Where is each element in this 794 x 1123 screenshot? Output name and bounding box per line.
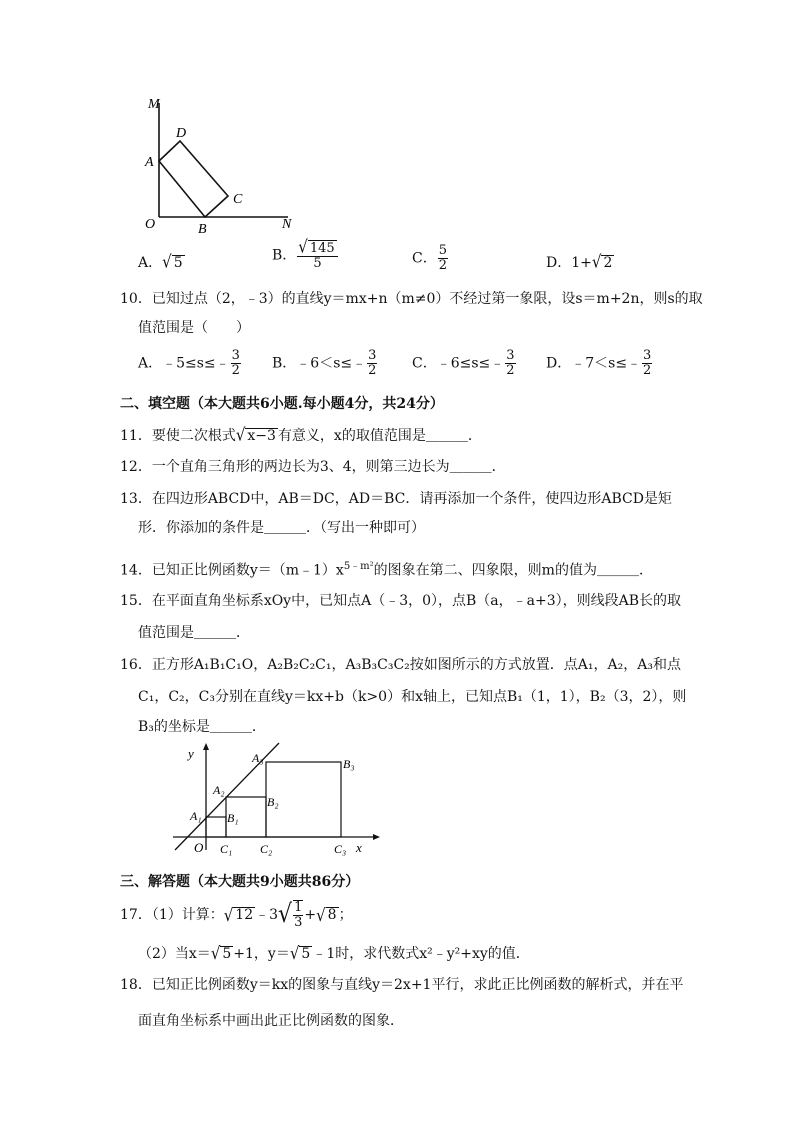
rectangle-figure: [140, 95, 300, 235]
label-B: B: [198, 222, 207, 235]
q18-line1: 18．已知正比例函数y＝kx的图象与直线y＝2x+1平行，求此正比例函数的解析式，并在平: [120, 977, 684, 993]
label-A: A: [145, 155, 154, 170]
q17-part1: 17．（1）计算：√ 12 ﹣3√ $\frac{1}{3}$ +√ 8 ；: [120, 900, 353, 930]
q16-line3: B₃的坐标是＿＿＿．: [138, 719, 266, 735]
q14: 14．已知正比例函数$y=(m﹣1)x^{5﹣m^2}$的图象在第二、四象限，则m的值为＿＿＿．: [120, 561, 653, 579]
label-C: C: [233, 192, 243, 207]
q10-choice-b: B．﹣6＜s≤﹣ $\frac{3}{2}$: [272, 348, 377, 378]
q10-choice-c: C．﹣6≤s≤﹣ $\frac{3}{2}$: [412, 348, 515, 378]
fig16-label-O: O: [194, 840, 204, 855]
q11: 11．要使二次根式√ x−3 有意义，x的取值范围是＿＿＿．: [120, 424, 482, 446]
section-3-heading: 三、解答题（本大题共9小题共86分）: [120, 874, 360, 890]
q13-line2: 形．你添加的条件是＿＿＿．（写出一种即可）: [138, 520, 425, 536]
fig16-label-B3: B₃: [343, 757, 355, 771]
q9-choice-b: B． $\frac{√ 145}{5}$: [272, 240, 339, 271]
fig16-label-A2: A₂: [213, 783, 225, 797]
label-O: O: [145, 217, 156, 232]
q10-choice-d: D．﹣7＜s≤﹣ $\frac{3}{2}$: [546, 348, 652, 378]
q15-line2: 值范围是＿＿＿．: [138, 625, 250, 641]
label-N: N: [282, 217, 292, 232]
q16-line2: C₁，C₂，C₃分别在直线y＝kx+b（k>0）和x轴上，已知点B₁（1，1），B₂（3，2），则: [138, 689, 687, 705]
q9-choice-d: D．1+√ 2: [546, 251, 613, 273]
q10-choice-a: A．﹣5≤s≤﹣ $\frac{3}{2}$: [138, 348, 240, 378]
fig16-label-B1: B₁: [227, 811, 239, 825]
squares-figure: [168, 740, 388, 860]
q17-part2: （2）当x＝√ 5 +1，y＝√ 5 ﹣1时，求代数式x²﹣y²+xy的值．: [138, 942, 530, 964]
section-2-heading: 二、填空题（本大题共6小题.每小题4分，共24分）: [120, 396, 444, 412]
q18-line2: 面直角坐标系中画出此正比例函数的图象．: [138, 1013, 404, 1029]
fig16-label-A3: A₃: [252, 751, 264, 765]
q9-choice-a: A．√ 5: [138, 251, 183, 273]
q12: 12．一个直角三角形的两边长为3、4，则第三边长为＿＿＿．: [120, 459, 506, 475]
q15-line1: 15．在平面直角坐标系xOy中，已知点A（﹣3，0），点B（a，﹣a+3），则线段AB长的取: [120, 593, 682, 609]
q10-line1: 10．已知过点（2，﹣3）的直线y＝mx+n（m≠0）不经过第一象限，设s＝m+2n，则s的取: [120, 291, 703, 307]
fig16-label-x: x: [356, 840, 362, 855]
fig16-label-y: y: [188, 746, 194, 761]
fig16-label-C1: C₁: [220, 842, 233, 856]
q10-line2: 值范围是（ ）: [138, 320, 250, 336]
label-M: M: [148, 97, 160, 112]
q9-choice-c: C． $\frac{5}{2}$: [412, 243, 447, 273]
q16-line1: 16．正方形A₁B₁C₁O，A₂B₂C₂C₁，A₃B₃C₃C₂按如图所示的方式放置．点A₁，A₂，A₃和点: [120, 657, 681, 673]
fig16-label-C3: C₃: [334, 842, 347, 856]
fig16-label-B2: B₂: [267, 795, 279, 809]
fig16-label-C2: C₂: [260, 842, 273, 856]
fig16-label-A1: A₁: [190, 809, 202, 823]
q13-line1: 13．在四边形ABCD中，AB＝DC，AD＝BC．请再添加一个条件，使四边形ABCD是矩: [120, 491, 672, 507]
label-D: D: [176, 126, 187, 141]
